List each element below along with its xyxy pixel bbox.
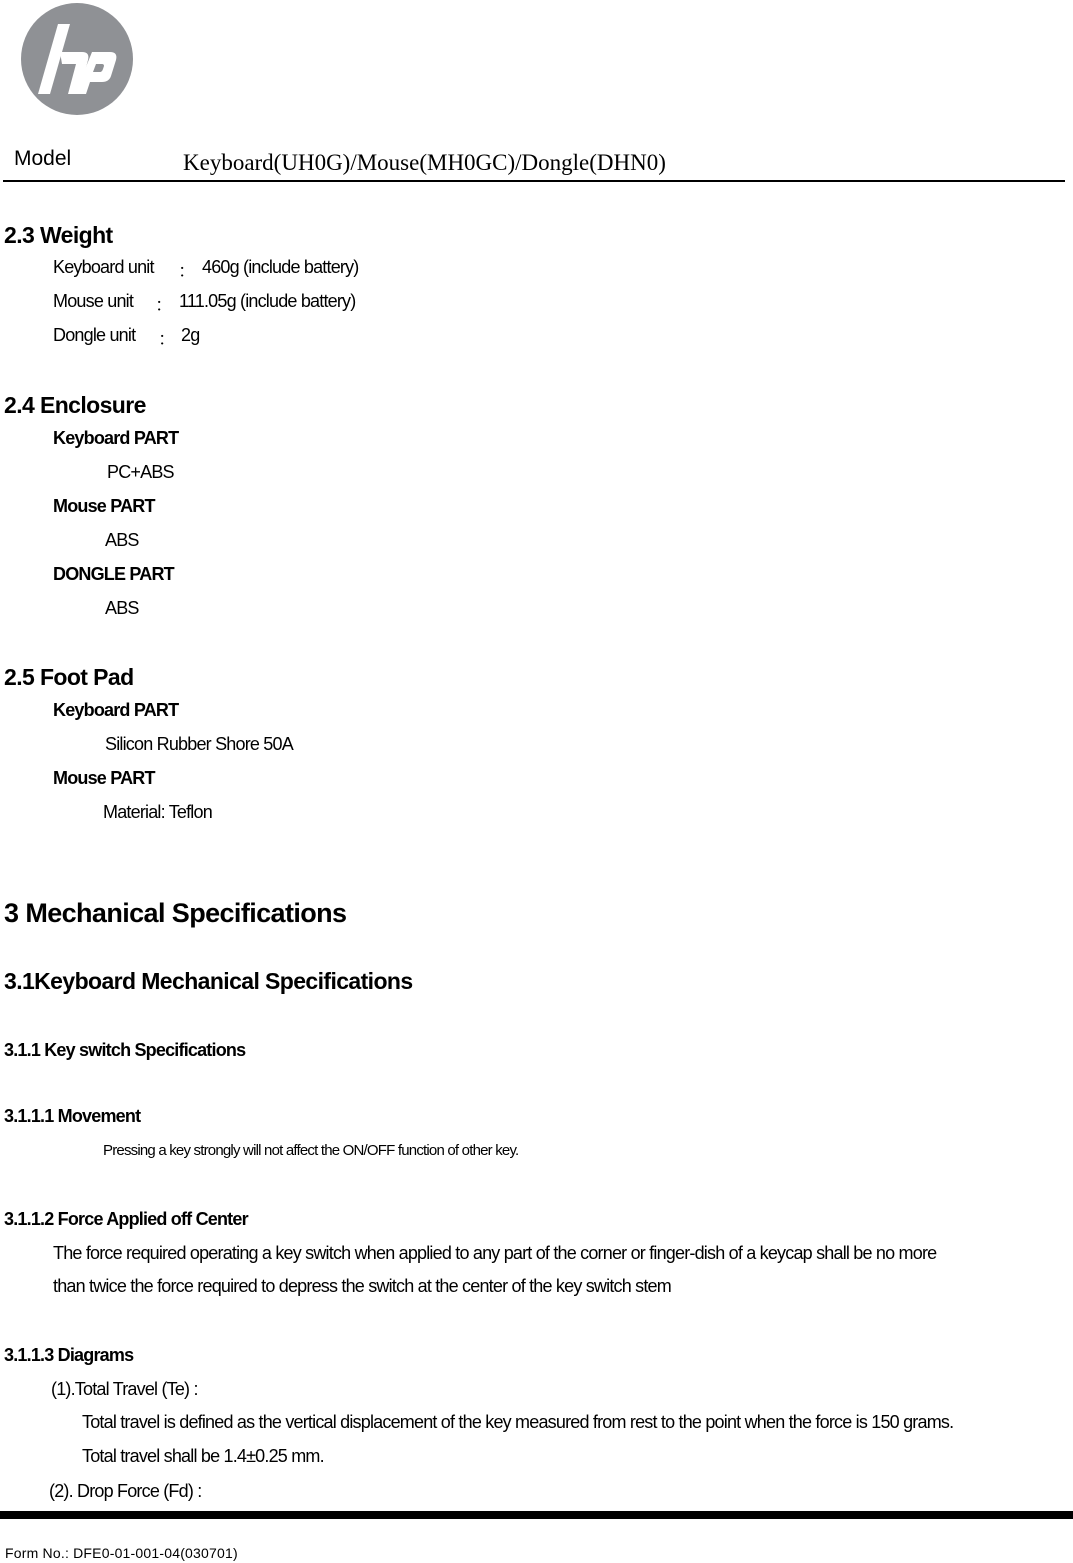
weight-sep-keyboard: ： [178,261,196,281]
hp-logo [20,2,134,116]
key-switch-heading: 3.1.1 Key switch Specifications [4,1040,246,1060]
weight-value-dongle: 2g [181,325,200,345]
footer-divider [0,1511,1073,1519]
force-text-line2: than twice the force required to depress the switch at the center of the key switch stem [53,1276,671,1296]
enclosure-material-mouse: ABS [105,530,139,550]
weight-label-dongle: Dongle unit [53,325,136,345]
weight-sep-mouse: ： [155,295,173,315]
total-travel-label: (1).Total Travel (Te) : [51,1379,198,1399]
model-label: Model [14,147,72,170]
weight-label-mouse: Mouse unit [53,291,134,311]
force-heading: 3.1.1.2 Force Applied off Center [4,1209,248,1229]
foot-pad-heading: 2.5 Foot Pad [4,664,134,690]
total-travel-line2: Total travel shall be 1.4±0.25 mm. [82,1446,324,1466]
weight-value-keyboard: 460g (include battery) [202,257,359,277]
mechanical-specs-heading: 3 Mechanical Specifications [4,898,347,928]
enclosure-material-dongle: ABS [105,598,139,618]
foot-pad-material-keyboard: Silicon Rubber Shore 50A [105,734,293,754]
keyboard-mechanical-heading: 3.1Keyboard Mechanical Specifications [4,968,413,994]
weight-heading: 2.3 Weight [4,222,113,248]
weight-sep-dongle: ： [158,329,176,349]
foot-pad-material-mouse: Material: Teflon [103,802,212,822]
enclosure-part-mouse: Mouse PART [53,496,155,516]
enclosure-material-keyboard: PC+ABS [107,462,174,482]
header-divider [3,180,1065,182]
total-travel-line1: Total travel is defined as the vertical displacement of the key measured from rest to the point when the force is 150 grams. [82,1412,954,1432]
enclosure-part-keyboard: Keyboard PART [53,428,179,448]
weight-value-mouse: 111.05g (include battery) [179,291,356,311]
foot-pad-part-mouse: Mouse PART [53,768,155,788]
force-text-line1: The force required operating a key switch when applied to any part of the corner or finger-dish of a keycap shall be no more [53,1243,937,1263]
movement-heading: 3.1.1.1 Movement [4,1106,141,1126]
model-value: Keyboard(UH0G)/Mouse(MH0GC)/Dongle(DHN0) [183,150,666,175]
form-number: Form No.: DFE0-01-001-04(030701) [5,1545,238,1561]
enclosure-heading: 2.4 Enclosure [4,392,146,418]
enclosure-part-dongle: DONGLE PART [53,564,174,584]
drop-force-label: (2). Drop Force (Fd) : [49,1481,202,1501]
movement-text: Pressing a key strongly will not affect the ON/OFF function of other key. [103,1142,519,1159]
weight-label-keyboard: Keyboard unit [53,257,154,277]
foot-pad-part-keyboard: Keyboard PART [53,700,179,720]
diagrams-heading: 3.1.1.3 Diagrams [4,1345,134,1365]
